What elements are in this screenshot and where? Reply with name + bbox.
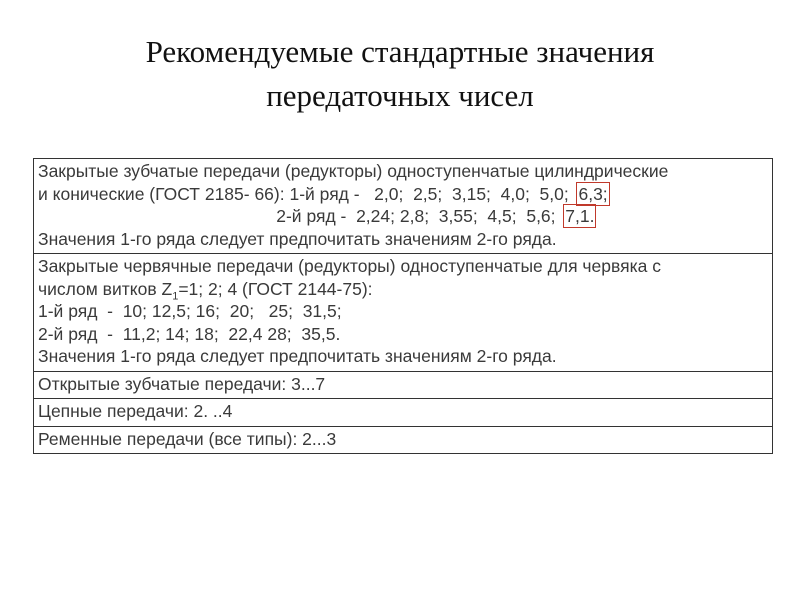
table-row [34, 399, 773, 427]
worm-gear-cell [34, 254, 773, 372]
worm-gear-line-1: Закрытые червячные передачи (редукторы) одноступенчатые для червяка с [38, 256, 661, 276]
title-line-2: передаточных чисел [266, 78, 534, 113]
worm-gear-note: Значения 1-го ряда следует предпочитать значениям 2-го ряда. [38, 346, 557, 366]
closed-gear-note: Значения 1-го ряда следует предпочитать значениям 2-го ряда. [38, 228, 557, 249]
worm-gear-line-2 [38, 278, 769, 301]
closed-gear-line-2 [38, 183, 769, 206]
gear-ratio-table [33, 158, 773, 454]
page-title [0, 30, 800, 118]
worm-series-1: 1-й ряд - 10; 12,5; 16; 20; 25; 31,5; [38, 301, 342, 321]
title-line-1: Рекомендуемые стандартные значения [145, 34, 655, 69]
closed-gear-cell [34, 159, 773, 254]
table-row [34, 159, 773, 254]
row-2-series-values: 2-й ряд - 2,24; 2,8; 3,55; 4,5; 5,6; [38, 206, 566, 226]
row-1-series-values: и конические (ГОСТ 2185- 66): 1-й ряд - 2,0; 2,5; 3,15; 4,0; 5,0; [38, 183, 579, 204]
worm-series-2: 2-й ряд - 11,2; 14; 18; 22,4 28; 35,5. [38, 323, 341, 344]
table-row [34, 254, 773, 372]
belt-drive-cell: Ременные передачи (все типы): 2...3 [34, 426, 773, 454]
highlighted-value-7-1: 7,1. [565, 206, 595, 226]
worm-threads-values: =1; 2; 4 (ГОСТ 2144-75): [178, 278, 373, 299]
worm-threads-label: числом витков Z [38, 278, 173, 299]
subscript-index: 1 [172, 290, 179, 302]
open-gear-cell: Открытые зубчатые передачи: 3...7 [34, 371, 773, 399]
chain-drive-cell: Цепные передачи: 2. ..4 [34, 399, 773, 427]
highlighted-value-6-3: 6,3; [578, 183, 608, 204]
table-row [34, 371, 773, 399]
closed-gear-line-1: Закрытые зубчатые передачи (редукторы) одноступенчатые цилиндрические [38, 161, 669, 181]
table-row [34, 426, 773, 454]
closed-gear-line-3 [38, 205, 769, 228]
